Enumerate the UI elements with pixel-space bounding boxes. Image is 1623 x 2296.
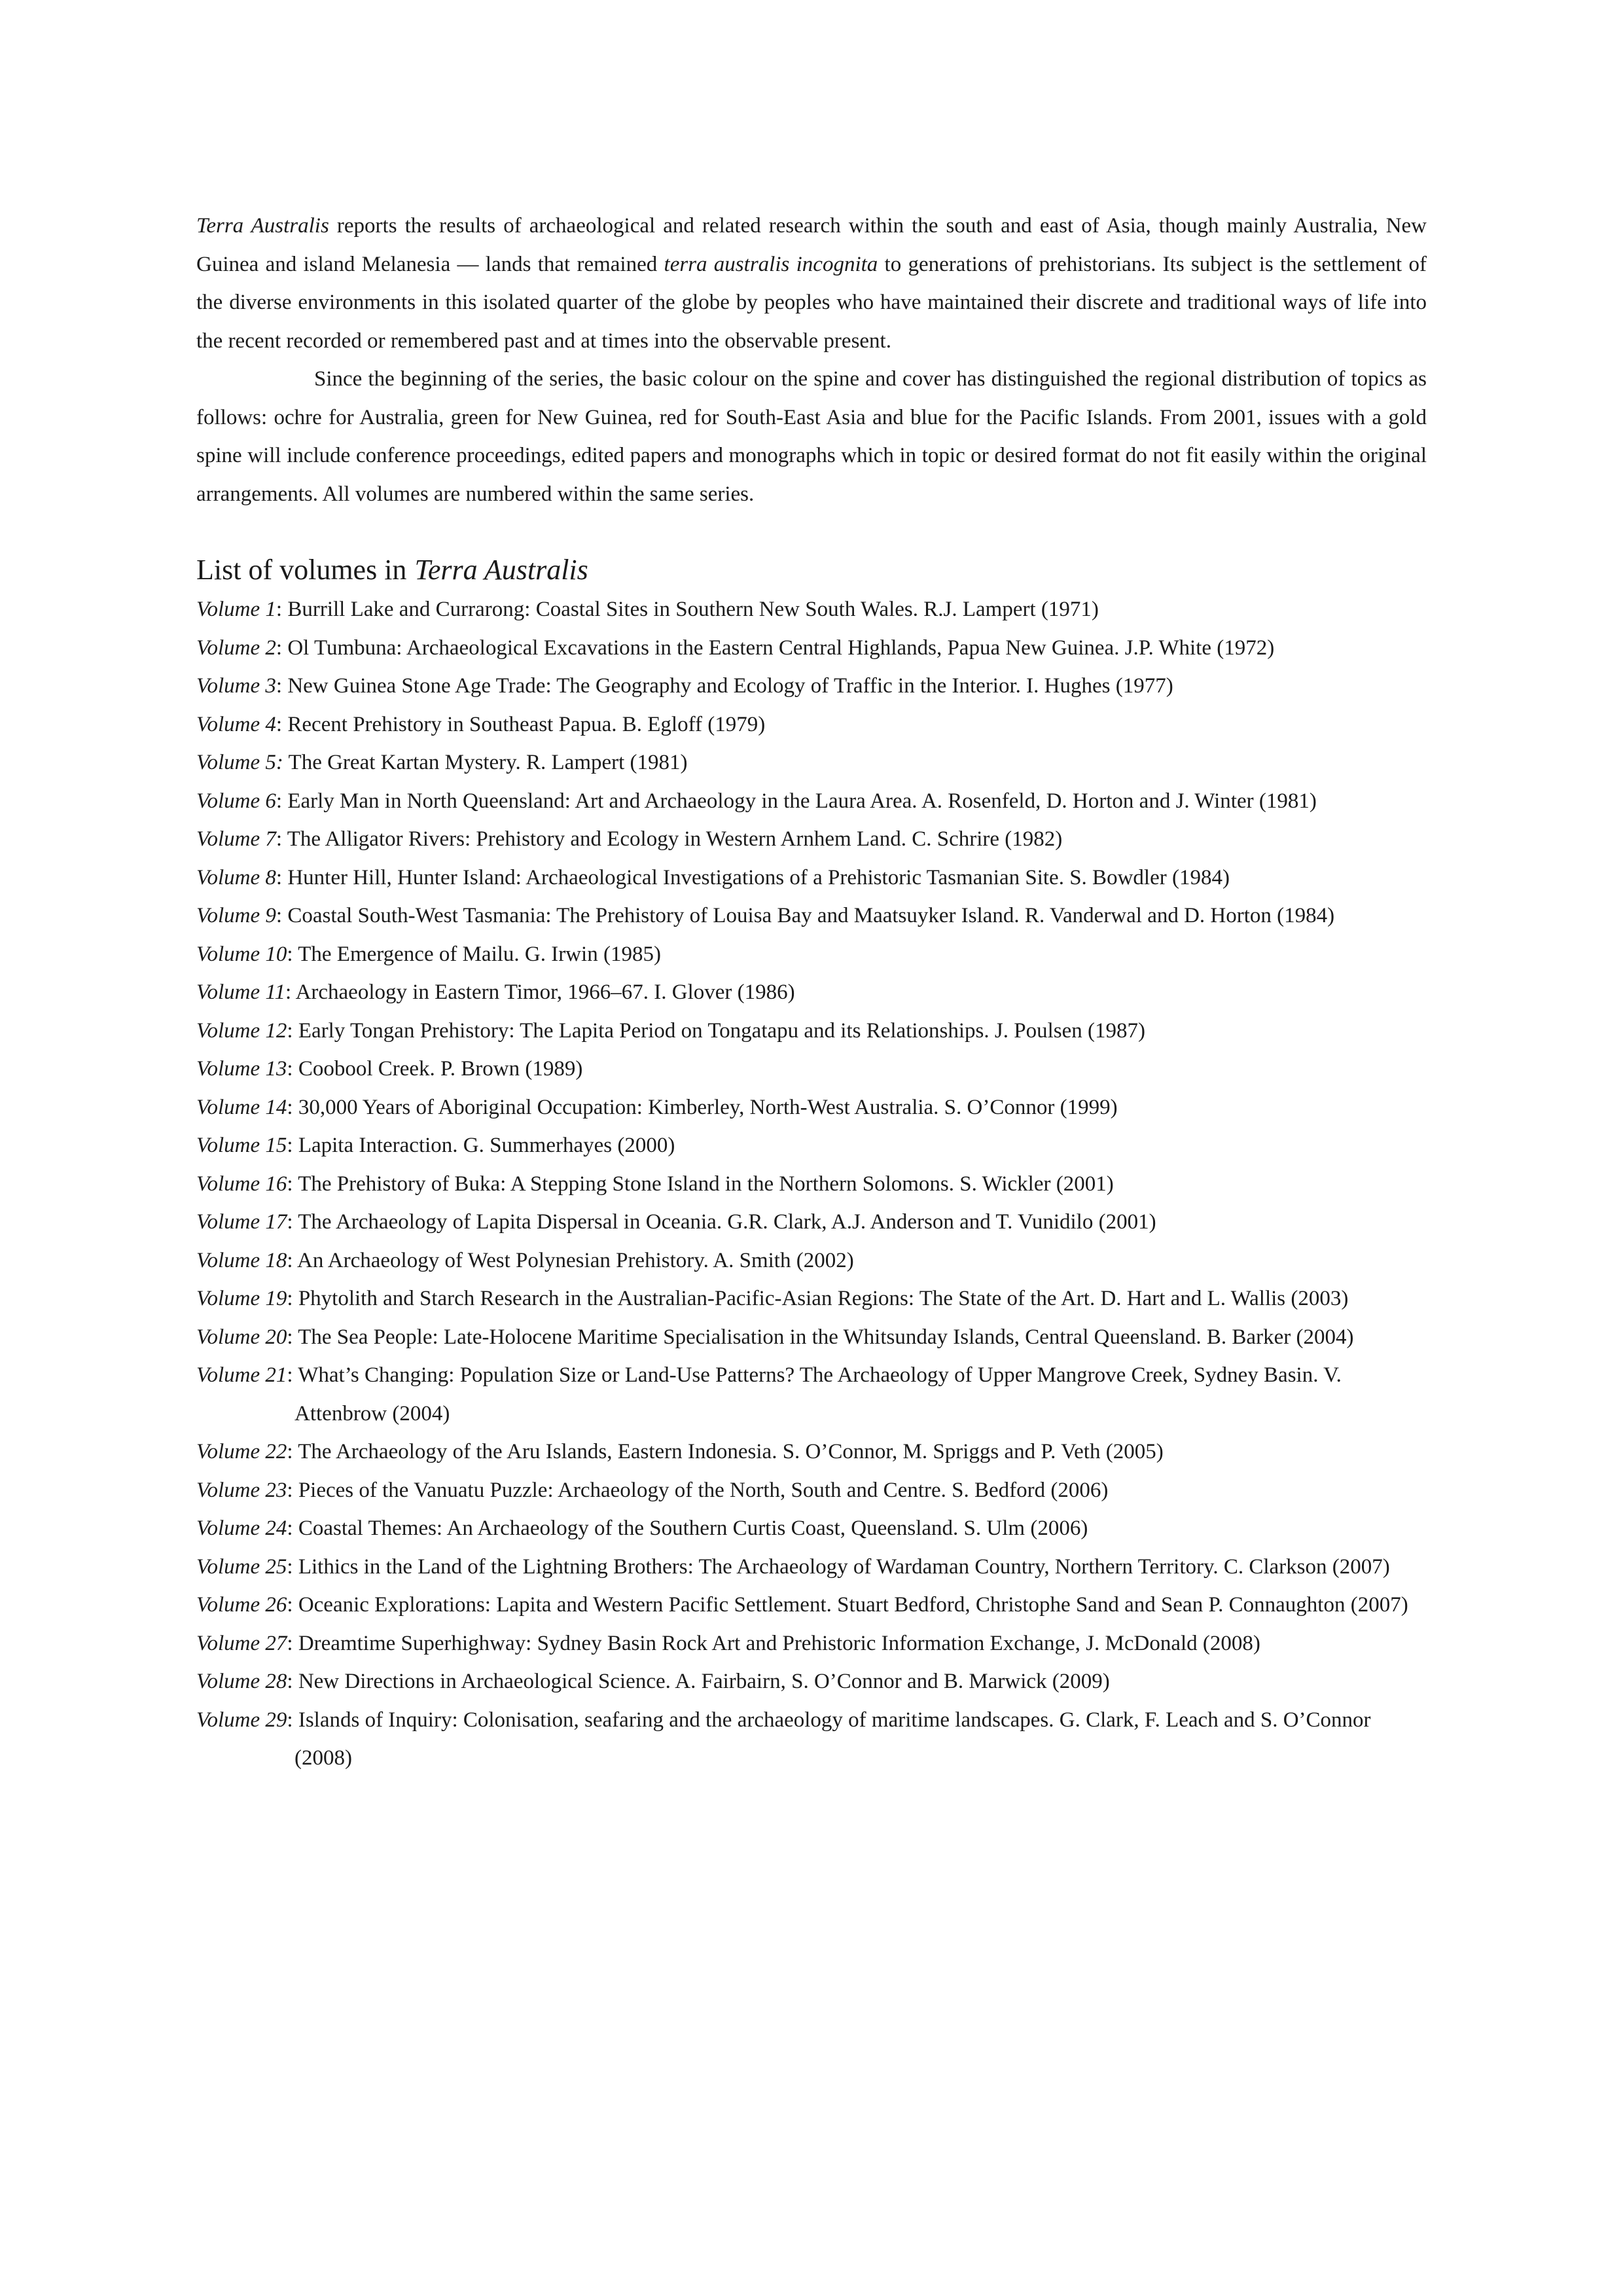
volume-entry	[196, 1088, 1427, 1127]
volume-title: New Guinea Stone Age Trade: The Geography and Ecology of Traffic in the Interior. I. Hughes (1977)	[287, 674, 1173, 698]
volume-entry	[196, 590, 1427, 629]
volume-title: Early Tongan Prehistory: The Lapita Period on Tongatapu and its Relationships. J. Poulsen (1987)	[298, 1018, 1145, 1043]
volume-separator: :	[287, 1057, 298, 1081]
volume-entry	[196, 935, 1427, 974]
volume-number: Volume 6	[196, 789, 276, 813]
volume-separator: :	[276, 636, 288, 660]
volume-separator: :	[287, 1134, 298, 1157]
volume-number: Volume 22	[196, 1440, 287, 1463]
volume-title: Hunter Hill, Hunter Island: Archaeological Investigations of a Prehistoric Tasmanian Site. S. Bowdler (1984)	[287, 865, 1230, 889]
volume-number: Volume 25	[196, 1554, 287, 1579]
volume-title: Coobool Creek. P. Brown (1989)	[298, 1057, 583, 1081]
volume-entry	[196, 629, 1427, 668]
text-run: to generations of prehistorians. Its subject is the settlement of the diverse environments in this isolated quarter of the globe by peoples who have maintained their discrete and traditional ways of life into the recent recorded or remembered past and at times into the observable present.	[196, 252, 1427, 353]
document-page	[196, 207, 1427, 1778]
volume-number: Volume 26	[196, 1593, 287, 1617]
volume-separator: :	[276, 598, 288, 621]
volume-entry	[196, 897, 1427, 935]
volume-number: Volume 9	[196, 904, 276, 927]
volume-entry	[196, 1509, 1427, 1548]
volume-number: Volume 7	[196, 827, 276, 851]
volume-entry	[196, 782, 1427, 821]
volume-title: New Directions in Archaeological Science. A. Fairbairn, S. O’Connor and B. Marwick (2009)	[298, 1670, 1110, 1693]
volume-entry	[196, 1012, 1427, 1050]
volume-separator: :	[276, 674, 288, 698]
volume-entry	[196, 1701, 1427, 1778]
intro-paragraph-1	[196, 207, 1427, 360]
volume-entry	[196, 1586, 1427, 1624]
volume-number: Volume 27	[196, 1631, 287, 1655]
volume-title: The Archaeology of Lapita Dispersal in Oceania. G.R. Clark, A.J. Anderson and T. Vunidilo (2001)	[298, 1210, 1156, 1234]
volume-entry	[196, 706, 1427, 744]
volume-number: Volume 15	[196, 1134, 287, 1157]
volume-entry	[196, 1548, 1427, 1587]
volume-number: Volume 21	[196, 1363, 287, 1387]
volume-separator: :	[287, 1248, 298, 1272]
volume-entry	[196, 1126, 1427, 1165]
volume-entry	[196, 1662, 1427, 1701]
volume-entry	[196, 1280, 1427, 1318]
volume-title: The Great Kartan Mystery. R. Lampert (1981)	[288, 751, 688, 774]
volume-title: Lapita Interaction. G. Summerhayes (2000)	[298, 1134, 675, 1157]
volume-title: Recent Prehistory in Southeast Papua. B. Egloff (1979)	[287, 712, 766, 736]
volume-separator: :	[287, 1554, 298, 1579]
volume-title: What’s Changing: Population Size or Land-Use Patterns? The Archaeology of Upper Mangrove Creek, Sydney Basin. V. Attenbrow (2004)	[294, 1363, 1342, 1426]
italic-term: Terra Australis	[196, 214, 329, 238]
volume-separator: :	[287, 1363, 298, 1387]
volume-number: Volume 14	[196, 1095, 287, 1119]
volume-separator: :	[287, 1325, 298, 1349]
volume-title: Dreamtime Superhighway: Sydney Basin Rock Art and Prehistoric Information Exchange, J. McDonald (2008)	[298, 1631, 1260, 1655]
series-introduction	[196, 207, 1427, 513]
volume-list	[196, 590, 1427, 1778]
volume-separator	[283, 751, 289, 774]
volume-entry	[196, 1318, 1427, 1357]
volume-title: Phytolith and Starch Research in the Australian-Pacific-Asian Regions: The State of the Art. D. Hart and L. Wallis (2003)	[298, 1287, 1349, 1310]
volume-separator: :	[287, 1095, 298, 1119]
volume-entry	[196, 820, 1427, 859]
volume-separator: :	[287, 1708, 298, 1732]
volume-separator: :	[287, 1478, 298, 1502]
volume-title: Archaeology in Eastern Timor, 1966–67. I. Glover (1986)	[295, 980, 795, 1004]
volume-entry	[196, 1356, 1427, 1433]
volume-title: Coastal Themes: An Archaeology of the Southern Curtis Coast, Queensland. S. Ulm (2006)	[298, 1516, 1088, 1540]
volume-number: Volume 10	[196, 942, 287, 966]
volume-separator: :	[276, 712, 288, 736]
volume-separator: :	[287, 1516, 298, 1540]
volume-entry	[196, 667, 1427, 706]
volume-title: An Archaeology of West Polynesian Prehistory. A. Smith (2002)	[297, 1248, 854, 1272]
volume-number: Volume 23	[196, 1478, 287, 1502]
volume-separator: :	[276, 789, 288, 813]
volume-number: Volume 2	[196, 636, 276, 660]
text-run: reports the results of archaeological and related research within the south and east of Asia, though mainly Australia, New Guinea and island Melanesia — lands that remained	[196, 214, 1427, 276]
volume-number: Volume 19	[196, 1287, 287, 1310]
volume-number: Volume 24	[196, 1516, 287, 1540]
volume-title: Lithics in the Land of the Lightning Brothers: The Archaeology of Wardaman Country, Northern Territory. C. Clarkson (2007)	[298, 1554, 1390, 1579]
volume-separator: :	[287, 1018, 298, 1043]
volume-list-heading	[196, 551, 1427, 589]
volume-entry	[196, 1165, 1427, 1204]
volume-list-heading-series-title: Terra Australis	[414, 554, 588, 586]
volume-entry	[196, 744, 1427, 782]
volume-number: Volume 3	[196, 674, 276, 698]
volume-entry	[196, 1471, 1427, 1510]
volume-title: Islands of Inquiry: Colonisation, seafaring and the archaeology of maritime landscapes. G. Clark, F. Leach and S. O’Connor (2008)	[294, 1708, 1371, 1770]
volume-number: Volume 12	[196, 1018, 287, 1043]
volume-title: Coastal South-West Tasmania: The Prehistory of Louisa Bay and Maatsuyker Island. R. Vanderwal and D. Horton (1984)	[287, 904, 1335, 927]
volume-entry	[196, 1203, 1427, 1242]
volume-separator: :	[276, 865, 288, 889]
volume-entry	[196, 1433, 1427, 1471]
volume-title: The Archaeology of the Aru Islands, Eastern Indonesia. S. O’Connor, M. Spriggs and P. Veth (2005)	[298, 1440, 1164, 1463]
volume-entry	[196, 1624, 1427, 1663]
volume-title: Early Man in North Queensland: Art and Archaeology in the Laura Area. A. Rosenfeld, D. Horton and J. Winter (1981)	[287, 789, 1317, 813]
volume-number: Volume 17	[196, 1210, 287, 1234]
volume-separator: :	[287, 1440, 298, 1463]
volume-entry	[196, 1242, 1427, 1280]
italic-term: terra australis incognita	[664, 252, 878, 276]
volume-number: Volume 16	[196, 1172, 287, 1196]
volume-number: Volume 11	[196, 980, 285, 1004]
volume-title: Oceanic Explorations: Lapita and Western Pacific Settlement. Stuart Bedford, Christophe Sand and Sean P. Connaughton (2007)	[298, 1593, 1408, 1617]
intro-paragraph-2: Since the beginning of the series, the basic colour on the spine and cover has distinguished the regional distribution of topics as follows: ochre for Australia, green for New Guinea, red for South-East Asia and blue for the Pacific Islands. From 2001, issues with a gold spine will include conference proceedings, edited papers and monographs which in topic or desired format do not fit easily within the original arrangements. All volumes are numbered within the same series.	[196, 367, 1427, 506]
volume-separator: :	[287, 1593, 298, 1617]
volume-number: Volume 29	[196, 1708, 287, 1732]
volume-separator: :	[285, 980, 296, 1004]
volume-separator: :	[276, 827, 287, 851]
volume-number: Volume 28	[196, 1670, 287, 1693]
volume-separator: :	[287, 1631, 298, 1655]
volume-number: Volume 18	[196, 1248, 287, 1272]
volume-separator: :	[287, 1287, 298, 1310]
volume-title: The Alligator Rivers: Prehistory and Ecology in Western Arnhem Land. C. Schrire (1982)	[287, 827, 1063, 851]
volume-number: Volume 8	[196, 865, 276, 889]
volume-title: Ol Tumbuna: Archaeological Excavations in the Eastern Central Highlands, Papua New Guinea. J.P. White (1972)	[287, 636, 1275, 660]
volume-title: The Prehistory of Buka: A Stepping Stone Island in the Northern Solomons. S. Wickler (2001)	[298, 1172, 1114, 1196]
volume-title: Pieces of the Vanuatu Puzzle: Archaeology of the North, South and Centre. S. Bedford (2006)	[298, 1478, 1109, 1502]
volume-separator: :	[287, 1210, 298, 1234]
volume-list-heading-prefix: List of volumes in	[196, 554, 407, 586]
volume-number: Volume 5:	[196, 751, 283, 774]
volume-entry	[196, 973, 1427, 1012]
volume-entry	[196, 1050, 1427, 1088]
volume-title: 30,000 Years of Aboriginal Occupation: Kimberley, North-West Australia. S. O’Connor (1999)	[298, 1095, 1118, 1119]
volume-number: Volume 1	[196, 598, 276, 621]
volume-separator: :	[276, 904, 288, 927]
volume-title: The Emergence of Mailu. G. Irwin (1985)	[298, 942, 661, 966]
volume-separator: :	[287, 1172, 298, 1196]
volume-number: Volume 4	[196, 712, 276, 736]
volume-number: Volume 13	[196, 1057, 287, 1081]
volume-entry	[196, 859, 1427, 897]
volume-number: Volume 20	[196, 1325, 287, 1349]
volume-separator: :	[287, 942, 298, 966]
volume-title: The Sea People: Late-Holocene Maritime Specialisation in the Whitsunday Islands, Central Queensland. B. Barker (2004)	[298, 1325, 1354, 1349]
volume-separator: :	[287, 1670, 298, 1693]
volume-title: Burrill Lake and Currarong: Coastal Sites in Southern New South Wales. R.J. Lampert (1971)	[287, 598, 1099, 621]
